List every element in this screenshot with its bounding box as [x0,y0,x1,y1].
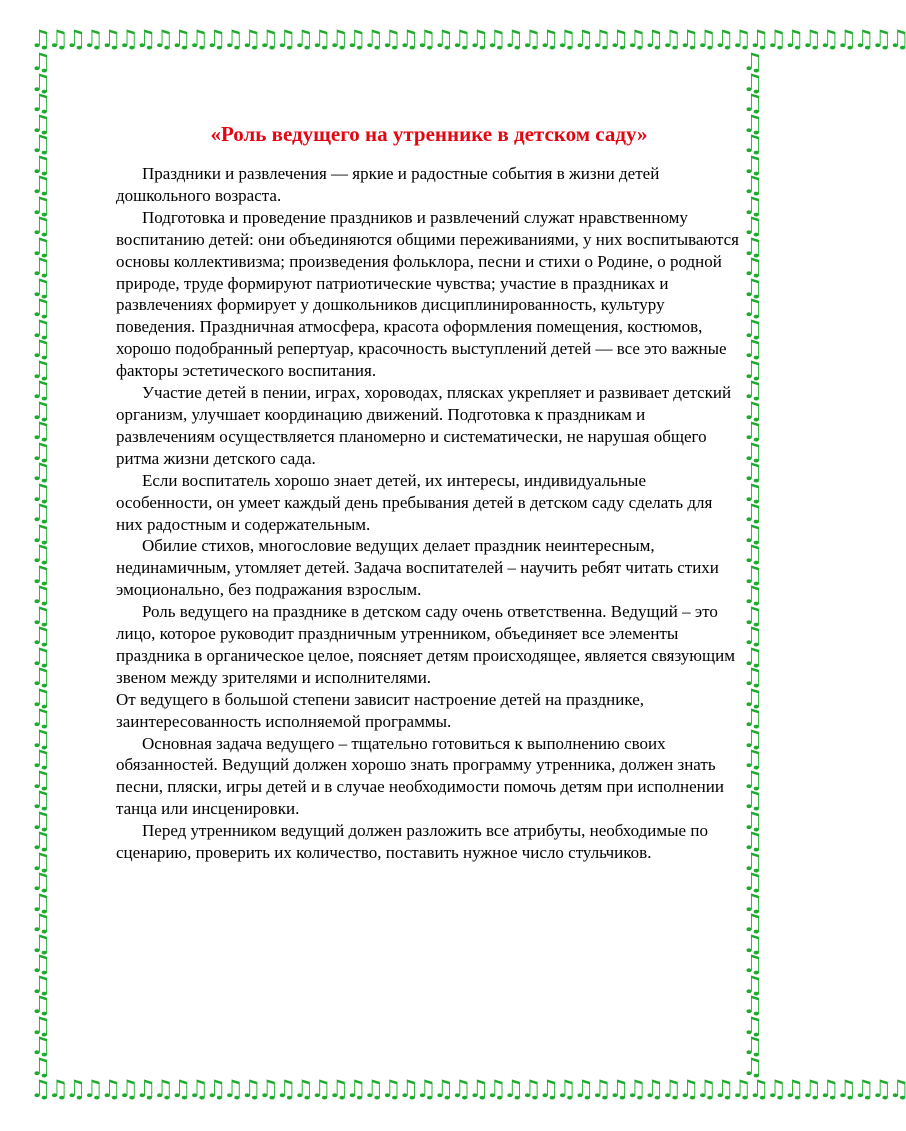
paragraph: Роль ведущего на празднике в детском саду очень ответственна. Ведущий – это лицо, которое руководит праздничным утренником, объединяет все элементы праздника в органическое целое, поясняет детям происходящее, является связующим звеном между зрителями и исполнителями. [116,602,735,687]
paragraph: Праздники и развлечения — яркие и радостные события в жизни детей дошкольного возраста. [116,164,660,205]
paragraph: Перед утренником ведущий должен разложить все атрибуты, необходимые по сценарию, проверить их количество, поставить нужное число стульчиков. [116,821,708,863]
paragraph: Если воспитатель хорошо знает детей, их интересы, индивидуальные особенности, он умеет каждый день пребывания детей в детском саду сделать для них радостным и содержательным. [116,470,713,534]
paragraph: Обилие стихов, многословие ведущих делает праздник неинтересным, нединамичным, утомляет детей. Задача воспитателей – научить ребят читать стихи эмоционально, без подражания взрослым. [116,536,719,600]
document-body [116,120,742,864]
border-bottom-music-notes: ♫♫♫♫♫♫♫♫♫♫♫♫♫♫♫♫♫♫♫♫♫♫♫♫♫♫♫♫♫♫♫♫♫♫♫♫♫♫♫♫♫♫♫♫♫♫♫♫♫♫ [30,1075,906,1103]
border-left-music-notes: ♫♫♫♫♫♫♫♫♫♫♫♫♫♫♫♫♫♫♫♫♫♫♫♫♫♫♫♫♫♫♫♫♫♫♫♫♫♫♫♫♫♫♫♫♫♫♫♫♫♫ [30,48,52,1081]
paragraph: Подготовка и проведение праздников и развлечений служат нравственному воспитанию детей: они объединяются общими переживаниями, у них воспитываются основы коллективизма; произведения фольклора, песни и стихи о Родине, о родной природе, труде формируют патриотические чувства; участие в праздниках и развлечениях формирует у дошкольников дисциплинированность, культуру поведения. Праздничная атмосфера, красота оформления помещения, костюмов, хорошо подобранный репертуар, красочность выступлений детей — все это важные факторы эстетического воспитания. [116,207,739,381]
border-top-music-notes: ♫♫♫♫♫♫♫♫♫♫♫♫♫♫♫♫♫♫♫♫♫♫♫♫♫♫♫♫♫♫♫♫♫♫♫♫♫♫♫♫♫♫♫♫♫♫♫♫♫♫ [30,25,906,53]
document-title: «Роль ведущего на утреннике в детском саду» [210,122,648,146]
paragraph: Основная задача ведущего – тщательно готовиться к выполнению своих обязанностей. Ведущий должен хорошо знать программу утренника, должен знать песни, пляски, игры детей и в случае необходимости помочь детям при исполнении танца или инсценировки. [116,733,724,819]
paragraph: От ведущего в большой степени зависит настроение детей на празднике, заинтересованность исполняемой программы. [116,689,644,731]
border-right-music-notes: ♫♫♫♫♫♫♫♫♫♫♫♫♫♫♫♫♫♫♫♫♫♫♫♫♫♫♫♫♫♫♫♫♫♫♫♫♫♫♫♫♫♫♫♫♫♫♫♫♫♫ [742,48,764,1081]
paragraph: Участие детей в пении, играх, хороводах, плясках укрепляет и развивает детский организм, улучшает координацию движений. Подготовка к праздникам и развлечениям осуществляется планомерно и систематически, не нарушая общего ритма жизни детского сада. [116,383,732,468]
